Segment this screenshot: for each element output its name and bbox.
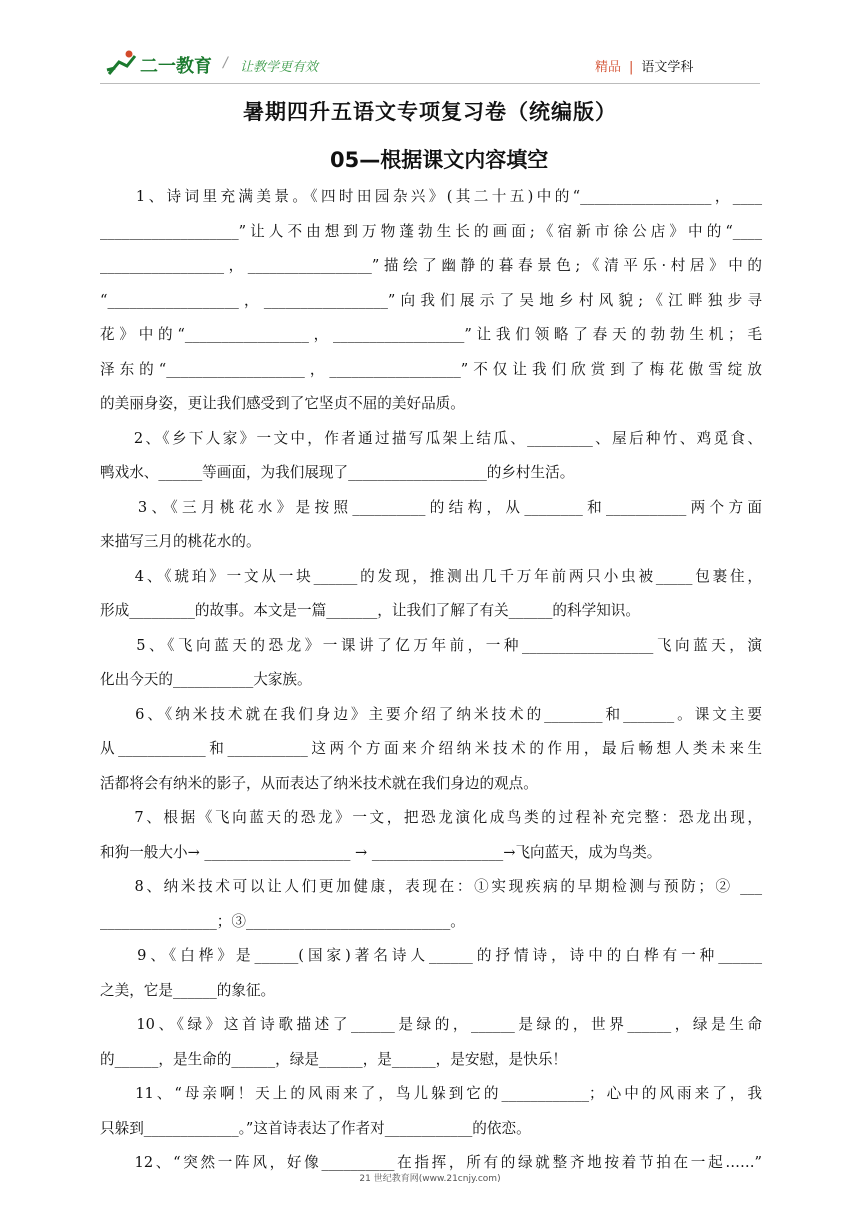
text-line: 9、《白桦》是______(国家)著名诗人______的抒情诗，诗中的白桦有一种______ (100, 947, 762, 964)
text-line: 化出今天的___________大家族。 (100, 671, 312, 688)
text-line: 10、《绿》这首诗歌描述了______是绿的，______是绿的，世界______，绿是生命 (100, 1016, 762, 1033)
slogan: 让教学更有效 (240, 60, 319, 75)
text-line: 形成_________的故事。本文是一篇_______，让我们了解了有关______的科学知识。 (100, 602, 640, 619)
text-line: _________________，_________________”描绘了幽静的暮春景色;《清平乐·村居》中的 (100, 257, 762, 274)
text-line: 只躲到_____________。”这首诗表达了作者对____________的依恋。 (100, 1119, 531, 1137)
text-line: 3、《三月桃花水》是按照__________的结构，从________和___________两个方面 (100, 498, 762, 516)
document-title: 暑期四升五语文专项复习卷（统编版） (243, 100, 617, 124)
text-line: “__________________，_________________”向我们展示了吴地乡村风貌;《江畔独步寻 (100, 291, 762, 309)
subject-label: 语文学科 (641, 60, 694, 75)
text-line: ___________________”让人不由想到万物蓬勃生长的画面;《宿新市徐公店》中的“____ (100, 222, 762, 240)
text-line: 之美，它是______的象征。 (100, 981, 276, 999)
text-line: 和狗一般大小→ ____________________ → __________________→飞向蓝天，成为鸟类。 (100, 843, 662, 861)
text-line: 泽东的“___________________，__________________”不仅让我们欣赏到了梅花傲雪绽放 (100, 360, 762, 378)
page-header (0, 0, 860, 90)
text-line: 来描写三月的桃花水的。 (100, 533, 261, 550)
question-body (100, 180, 762, 1181)
logo-text: 二一教育 (140, 56, 212, 77)
text-line: 12、“突然一阵风，好像__________在指挥，所有的绿就整齐地按着节拍在一起……” (100, 1154, 762, 1171)
text-line: 鸭戏水、______等画面，为我们展现了___________________的乡村生活。 (100, 464, 575, 481)
text-line: 从____________和___________这两个方面来介绍纳米技术的作用，最后畅想人类未来生 (100, 740, 762, 757)
text-line: 1、诗词里充满美景。《四时田园杂兴》(其二十五)中的“__________________，____ (100, 188, 762, 205)
jingpin-label: 精品 (595, 60, 622, 75)
text-line: 活都将会有纳米的影子，从而表达了纳米技术就在我们身边的观点。 (100, 774, 538, 792)
text-line: 8、纳米技术可以让人们更加健康，表现在：①实现疾病的早期检测与预防；② ___ (100, 878, 762, 895)
text-line: 花》中的“_________________，__________________”让我们领略了春天的勃勃生机；毛 (100, 326, 762, 343)
text-line: 的美丽身姿，更让我们感受到了它坚贞不屈的美好品质。 (100, 395, 465, 412)
text-line: 的______，是生命的______，绿是______，是______，是安慰，是快乐！ (100, 1050, 568, 1068)
text-line: 6、《纳米技术就在我们身边》主要介绍了纳米技术的________和_______。课文主要 (100, 705, 762, 723)
header-right (595, 56, 693, 75)
page-footer: 21 世纪教育网(www.21cnjy.com) (359, 1174, 501, 1184)
text-line: 2、《乡下人家》一文中，作者通过描写瓜架上结瓜、_________、屋后种竹、鸡觅食、 (100, 429, 762, 447)
document-subtitle: 05—根据课文内容填空 (330, 148, 549, 172)
text-line: 7、根据《飞向蓝天的恐龙》一文，把恐龙演化成鸟类的过程补充完整：恐龙出现， (100, 809, 762, 826)
header-rule (100, 83, 760, 84)
header-divider: | (629, 60, 634, 75)
text-line: 11、“母亲啊！天上的风雨来了，鸟儿躲到它的____________；心中的风雨来了，我 (100, 1085, 762, 1102)
text-line: 4、《琥珀》一文从一块______的发现，推测出几千万年前两只小虫被_____包裹住， (100, 567, 762, 585)
header-slash: / (223, 55, 228, 71)
text-line: 5、《飞向蓝天的恐龙》一课讲了亿万年前，一种__________________飞向蓝天，演 (100, 636, 762, 654)
text-line: ________________；③____________________________。 (100, 912, 465, 930)
